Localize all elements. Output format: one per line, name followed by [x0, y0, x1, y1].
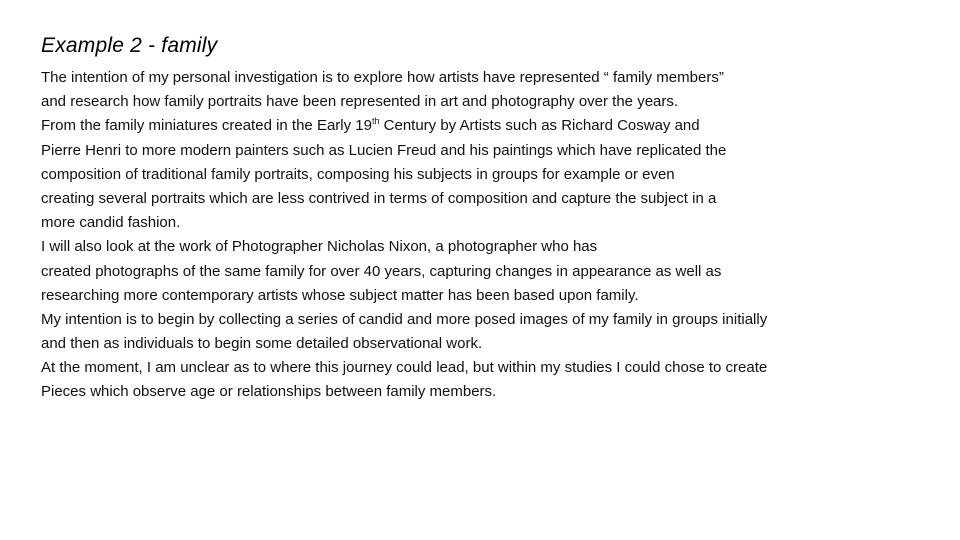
slide-body — [41, 66, 951, 405]
body-line-text: From the family miniatures created in the Early 19 — [41, 117, 372, 135]
body-line: I will also look at the work of Photographer Nicholas Nixon, a photographer who has — [41, 238, 598, 256]
body-line: The intention of my personal investigation is to explore how artists have represented “ family members” — [41, 69, 724, 86]
body-line — [41, 114, 951, 138]
body-line-text: Century by Artists such as Richard Cosway and — [379, 117, 700, 135]
body-line: My intention is to begin by collecting a series of candid and more posed images of my family in groups initially — [41, 310, 768, 328]
slide-title: Example 2 - family — [41, 34, 218, 57]
superscript-ordinal: th — [371, 116, 380, 127]
body-line: Pieces which observe age or relationships between family members. — [41, 383, 497, 401]
body-line: Pierre Henri to more modern painters such as Lucien Freud and his paintings which have replicated the — [41, 141, 727, 159]
body-line: creating several portraits which are less contrived in terms of composition and capture the subject in a — [41, 189, 717, 207]
body-line: At the moment, I am unclear as to where this journey could lead, but within my studies I could chose to create — [41, 359, 768, 377]
body-line: composition of traditional family portraits, composing his subjects in groups for example or even — [41, 165, 675, 183]
body-line: and then as individuals to begin some detailed observational work. — [41, 335, 483, 353]
body-line: created photographs of the same family for over 40 years, capturing changes in appearance as well as — [41, 262, 722, 280]
body-line: more candid fashion. — [41, 214, 181, 232]
body-line: and research how family portraits have been represented in art and photography over the years. — [41, 93, 679, 111]
body-line: researching more contemporary artists whose subject matter has been based upon family. — [41, 286, 639, 304]
